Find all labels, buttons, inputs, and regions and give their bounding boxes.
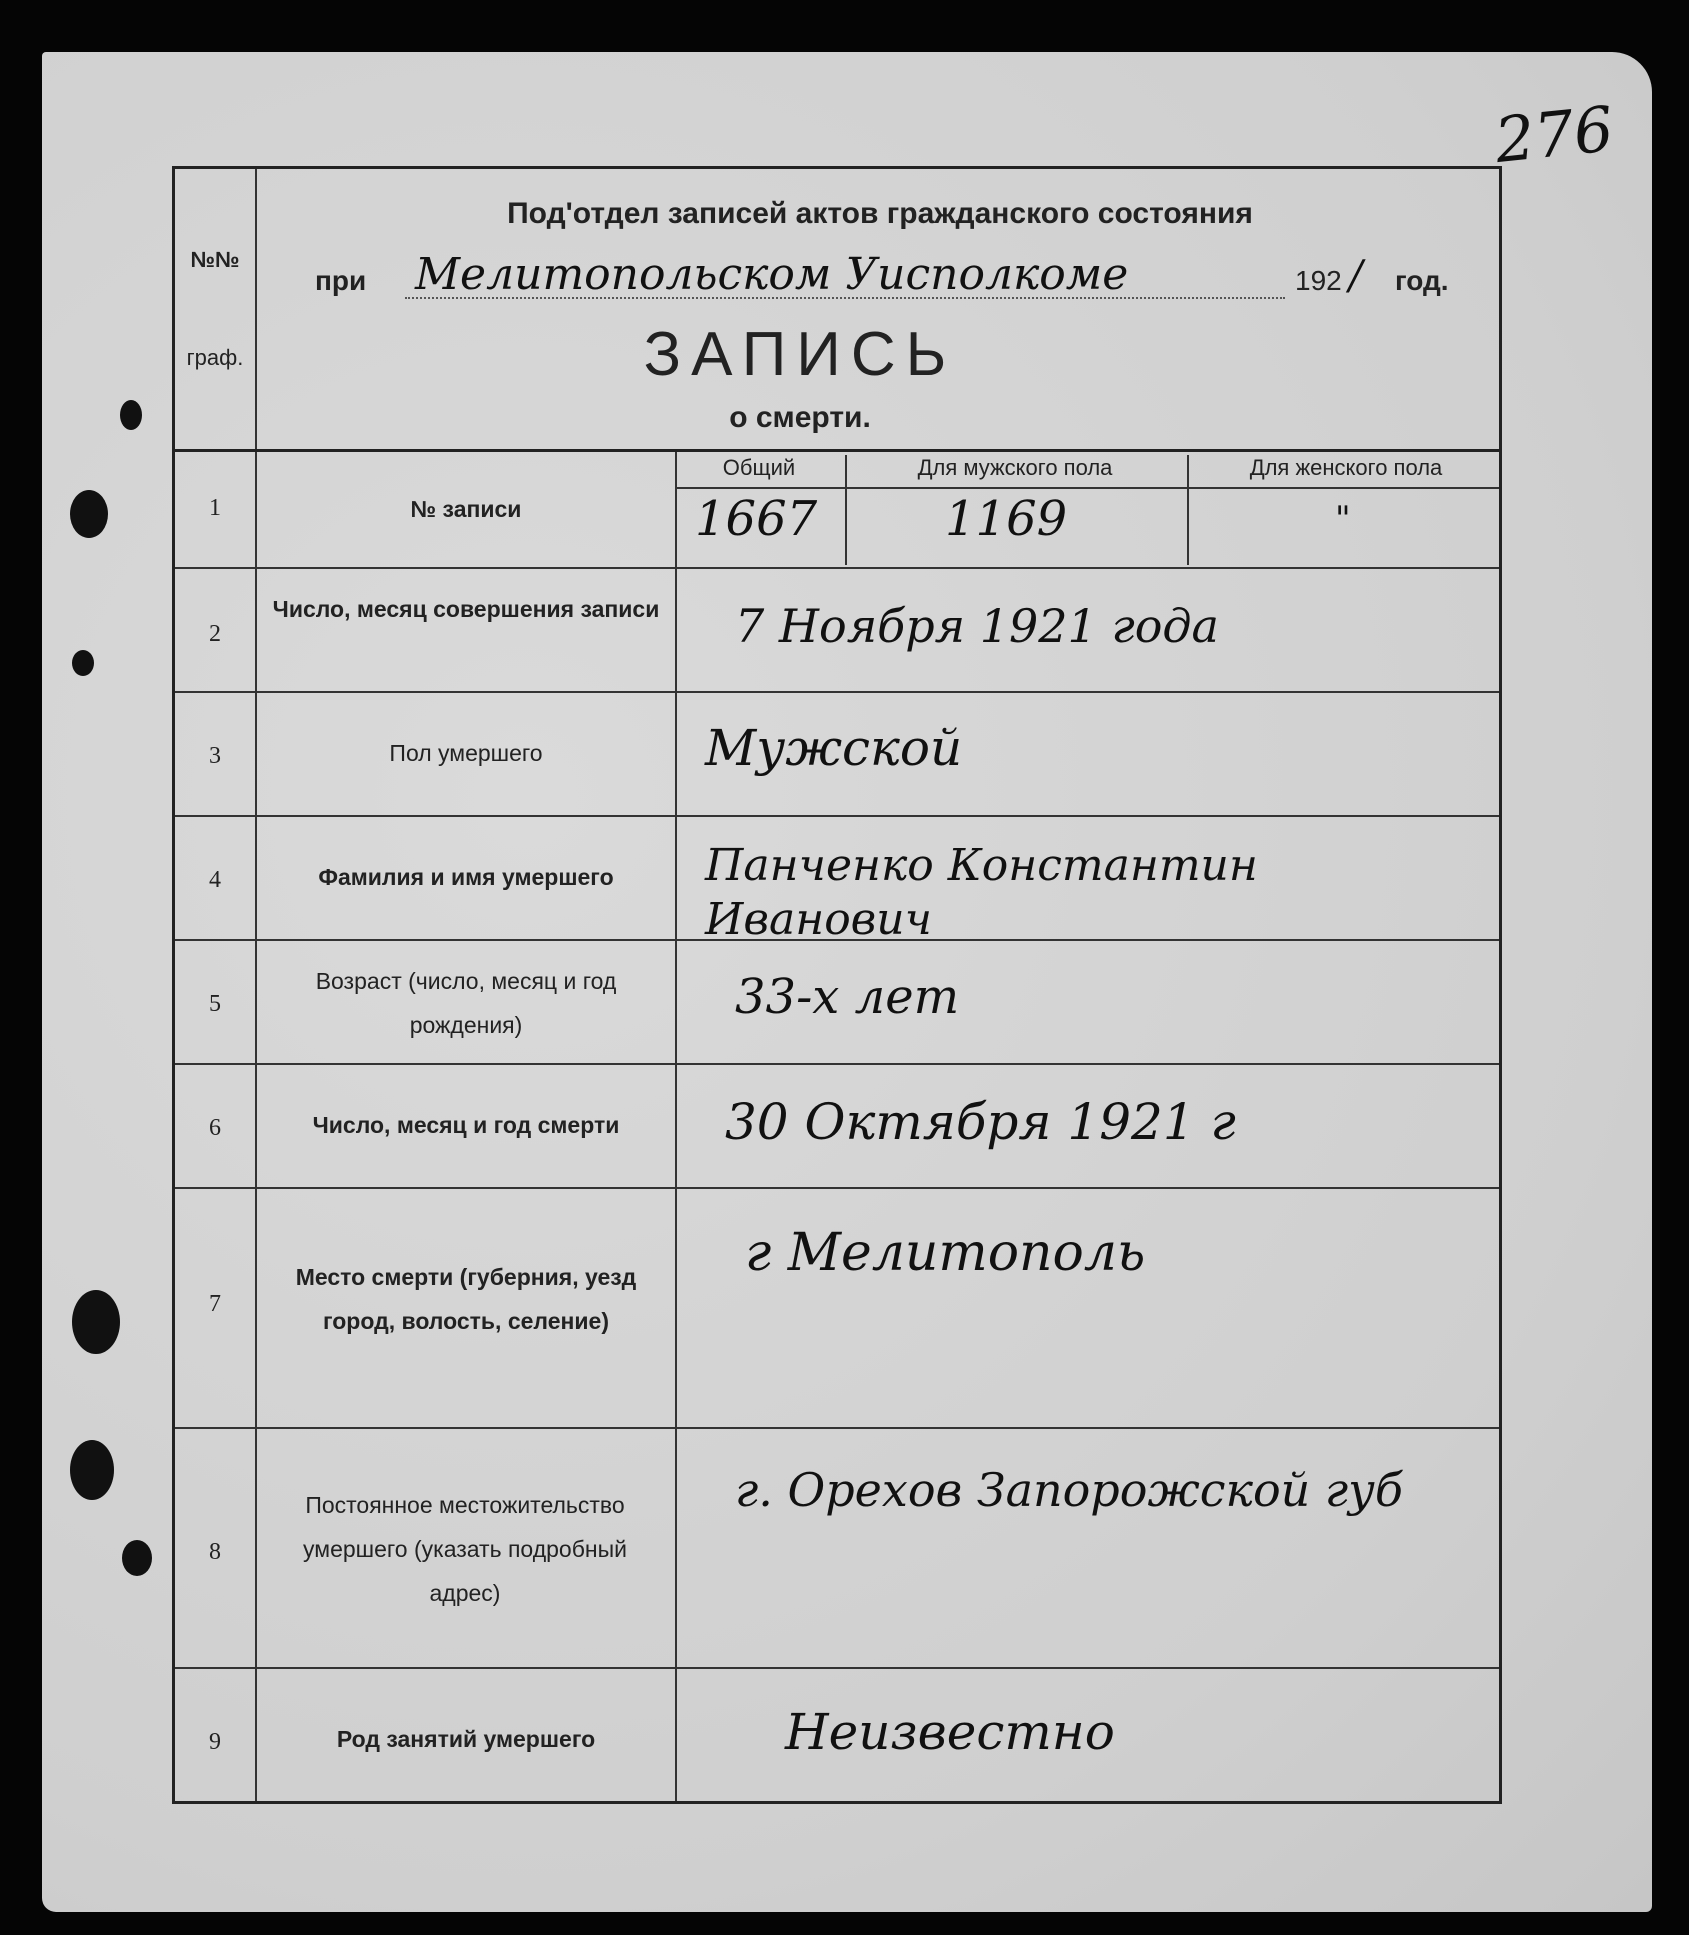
record-number-total: 1667 (695, 491, 818, 547)
binder-hole (70, 1440, 114, 1500)
record-number-male: 1169 (945, 491, 1068, 547)
year-prefix: 192 (1295, 265, 1342, 296)
row-number: 8 (209, 1539, 221, 1565)
row-number: 5 (209, 991, 221, 1017)
binder-hole (72, 650, 94, 676)
row-divider (175, 567, 1499, 569)
row-label: Место смерти (губерния, уезд город, волость, селение) (295, 1264, 637, 1334)
row-divider (175, 1667, 1499, 1669)
numbers-header: №№ (190, 247, 240, 272)
row-label: Постоянное местожительство умершего (указать подробный адрес) (303, 1492, 627, 1606)
subheader-female: Для женского пола (1249, 455, 1443, 480)
row-label: Возраст (число, месяц и год рождения) (315, 968, 617, 1038)
row-divider (175, 691, 1499, 693)
record-title: ЗАПИСЬ (643, 320, 957, 389)
record-number-female: " (1335, 499, 1351, 539)
year-handwritten: / (1349, 253, 1363, 299)
death-date-value: 30 Октября 1921 г (725, 1093, 1236, 1151)
sex-value: Мужской (705, 719, 963, 777)
department-line: Под'отдел записей актов гражданского состояния (507, 197, 1253, 230)
row-label: Число, месяц совершения записи (272, 596, 660, 622)
death-record-form (172, 166, 1502, 1804)
column-divider (675, 451, 677, 1801)
death-place-value: г Мелитополь (745, 1223, 1146, 1283)
row-divider (175, 1187, 1499, 1189)
subcolumn-divider (1187, 455, 1189, 565)
subheader-divider (675, 487, 1499, 489)
age-value: 33-х лет (735, 969, 960, 1025)
row-label: Фамилия и имя умершего (318, 864, 614, 890)
record-date-value: 7 Ноября 1921 года (735, 599, 1219, 653)
pri-label: при (315, 265, 367, 296)
residence-value: г. Орехов Запорожской губ (735, 1463, 1403, 1517)
pri-handwritten-value: Мелитопольском Уисполкоме (415, 249, 1129, 300)
page-number: 276 (1491, 92, 1617, 177)
row-number: 7 (209, 1291, 221, 1317)
row-divider (175, 939, 1499, 941)
record-subtitle: о смерти. (729, 401, 871, 434)
row-number: 9 (209, 1729, 221, 1755)
subcolumn-divider (845, 455, 847, 565)
binder-hole (72, 1290, 120, 1354)
row-divider (175, 1063, 1499, 1065)
row-label: Число, месяц и год смерти (312, 1112, 620, 1138)
row-divider (175, 1427, 1499, 1429)
row-label: Род занятий умершего (336, 1726, 596, 1752)
row-divider (175, 815, 1499, 817)
row-number: 1 (209, 495, 221, 521)
subheader-male: Для мужского пола (917, 455, 1113, 480)
row-number: 2 (209, 621, 221, 647)
row-number: 4 (209, 867, 221, 893)
occupation-value: Неизвестно (785, 1703, 1115, 1761)
header-divider (175, 449, 1499, 452)
binder-hole (70, 490, 108, 538)
subheader-total: Общий (722, 455, 796, 480)
graf-header: граф. (186, 345, 244, 370)
binder-hole (120, 400, 142, 430)
name-value: Панченко Константин Иванович (705, 840, 1258, 945)
binder-hole (122, 1540, 152, 1576)
row-number: 6 (209, 1115, 221, 1141)
row-label: № записи (410, 496, 522, 522)
row-label: Пол умершего (389, 740, 543, 766)
year-suffix: год. (1395, 265, 1449, 296)
row-number: 3 (209, 743, 221, 769)
